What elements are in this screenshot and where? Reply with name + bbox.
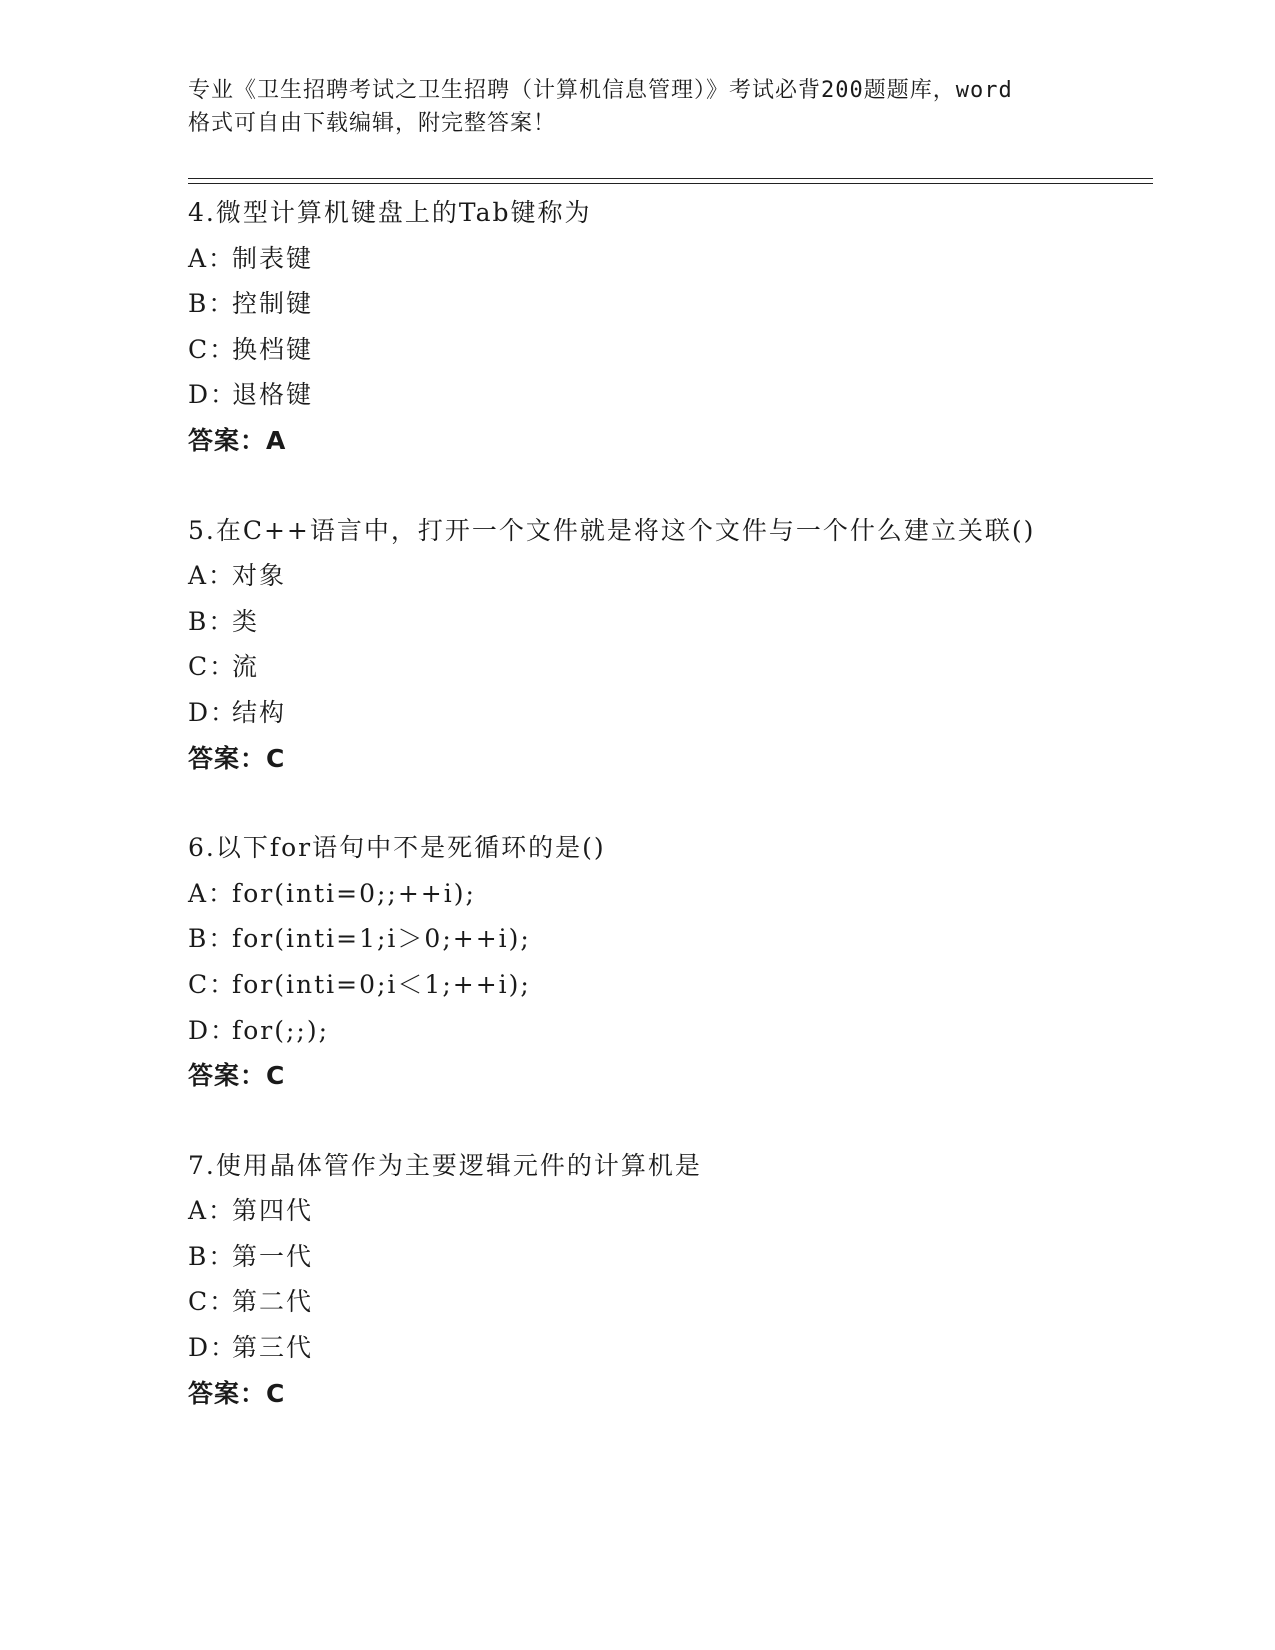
question-7: [188, 1143, 1153, 1417]
option-d: [188, 372, 1153, 418]
option-text: 结构: [232, 697, 287, 727]
option-letter: C：: [188, 652, 237, 682]
option-text: for(inti=0;i＜1;++i);: [232, 969, 531, 999]
option-b: [188, 599, 1153, 645]
option-b: [188, 916, 1153, 962]
header-line-1: 专业《卫生招聘考试之卫生招聘（计算机信息管理）》考试必背200题题库，word: [188, 78, 1013, 103]
option-letter: B：: [188, 1241, 236, 1271]
option-text: for(;;);: [232, 1015, 330, 1045]
header-divider: [188, 178, 1153, 184]
answer-text: 答案：C: [188, 1378, 286, 1408]
option-letter: B：: [188, 289, 236, 319]
header-line-2: 格式可自由下载编辑，附完整答案！: [188, 111, 557, 136]
option-text: 第三代: [232, 1333, 314, 1363]
option-letter: B：: [188, 924, 236, 954]
option-d: [188, 1325, 1153, 1371]
option-a: [188, 1188, 1153, 1234]
option-text: 对象: [232, 561, 287, 591]
option-letter: D：: [188, 380, 238, 410]
question-text: 7.使用晶体管作为主要逻辑元件的计算机是: [188, 1150, 702, 1180]
answer-text: 答案：A: [188, 425, 287, 455]
question-text: 5.在C++语言中，打开一个文件就是将这个文件与一个什么建立关联(): [188, 515, 1036, 545]
option-d: [188, 1008, 1153, 1054]
option-text: 第一代: [232, 1241, 314, 1271]
option-c: [188, 962, 1153, 1008]
option-d: [188, 690, 1153, 736]
option-text: 制表键: [232, 243, 314, 273]
option-letter: D：: [188, 1015, 238, 1045]
answer-text: 答案：C: [188, 1061, 286, 1091]
question-list: [188, 190, 1153, 1460]
question-text: 6.以下for语句中不是死循环的是(): [188, 833, 606, 863]
question-6: [188, 825, 1153, 1099]
option-c: [188, 644, 1153, 690]
question-text: 4.微型计算机键盘上的Tab键称为: [188, 198, 592, 227]
option-a: [188, 871, 1153, 917]
option-letter: A：: [188, 878, 236, 908]
question-4: [188, 190, 1153, 464]
document-header: [188, 74, 1088, 140]
option-text: for(inti=0;;++i);: [232, 878, 476, 908]
option-a: [188, 553, 1153, 599]
option-b: [188, 1234, 1153, 1280]
option-letter: A：: [188, 1196, 236, 1226]
option-text: 换档键: [232, 334, 314, 364]
option-c: [188, 327, 1153, 373]
option-text: 控制键: [232, 289, 314, 319]
option-text: 类: [232, 606, 260, 636]
option-letter: C：: [188, 969, 237, 999]
option-text: 退格键: [232, 380, 314, 410]
option-text: 第二代: [232, 1287, 314, 1317]
option-text: for(inti=1;i＞0;++i);: [232, 924, 531, 954]
option-letter: A：: [188, 561, 236, 591]
option-letter: D：: [188, 697, 238, 727]
option-letter: A：: [188, 243, 236, 273]
question-5: [188, 508, 1153, 782]
option-a: [188, 236, 1153, 282]
option-letter: D：: [188, 1333, 238, 1363]
option-letter: C：: [188, 334, 237, 364]
option-letter: B：: [188, 606, 236, 636]
option-c: [188, 1279, 1153, 1325]
option-letter: C：: [188, 1287, 237, 1317]
answer-text: 答案：C: [188, 743, 286, 773]
option-text: 流: [232, 652, 260, 682]
option-text: 第四代: [232, 1196, 314, 1226]
option-b: [188, 281, 1153, 327]
